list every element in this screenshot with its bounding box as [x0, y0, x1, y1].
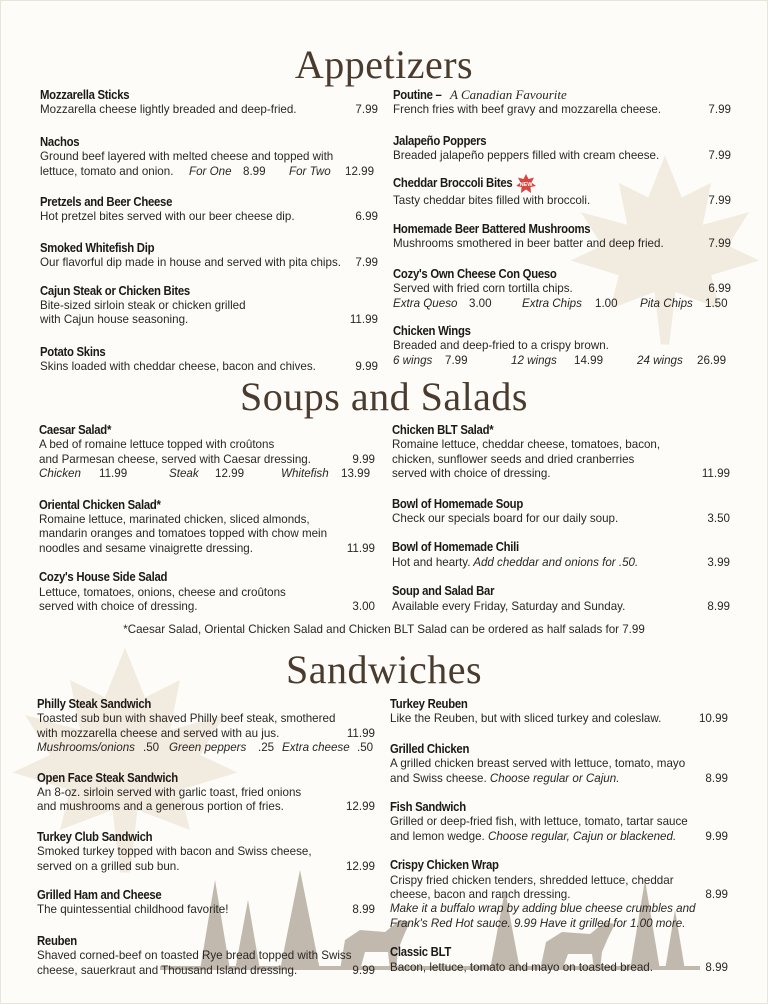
menu-item-name: Potato Skins	[40, 344, 106, 359]
description-text: Tasty cheddar bites filled with broccoli.	[393, 193, 591, 207]
menu-item-description	[39, 586, 375, 600]
option-price: 7.99	[445, 353, 468, 367]
menu-item-description	[40, 103, 378, 117]
menu-item-price: 7.99	[355, 256, 378, 270]
menu-item-name: Homemade Beer Battered Mushrooms	[393, 222, 591, 237]
menu-item-description	[39, 542, 375, 556]
menu-item-price: 8.99	[705, 771, 728, 785]
menu-item	[40, 241, 378, 271]
menu-item-description	[393, 339, 731, 353]
option-price: 13.99	[341, 467, 371, 481]
menu-item-price: 8.99	[707, 599, 730, 613]
menu-item-name: Cozy's Own Cheese Con Queso	[393, 266, 557, 281]
option-price: 11.99	[99, 467, 128, 481]
menu-item-header	[39, 570, 375, 585]
menu-item-description	[393, 149, 731, 163]
menu-item	[393, 222, 731, 252]
description-text: Like the Reuben, but with sliced turkey and coleslaw.	[390, 712, 662, 726]
menu-item-description	[37, 903, 375, 917]
menu-item	[39, 498, 375, 557]
description-text: Shaved corned-beef on toasted Rye bread topped with Swiss	[37, 949, 352, 963]
menu-item-header	[393, 134, 731, 149]
description-text: A grilled chicken breast served with lettuce, tomato, mayo	[390, 757, 686, 771]
menu-item-name: Turkey Reuben	[390, 697, 468, 711]
menu-item-header	[40, 284, 378, 299]
description-text: Mozzarella cheese lightly breaded and deep-fried.	[40, 103, 297, 117]
menu-item-description	[393, 237, 731, 251]
menu-item	[390, 858, 728, 931]
description-text: chicken, sunflower seeds and dried cranberries	[392, 452, 635, 466]
menu-item-price: 6.99	[708, 282, 731, 296]
menu-item-name: Pretzels and Beer Cheese	[40, 195, 173, 210]
menu-item-name: Fish Sandwich	[390, 800, 466, 815]
menu-item-description	[37, 845, 375, 859]
description-text: Grilled or deep-fried fish, with lettuce, tomato, tartar sauce	[390, 815, 688, 829]
menu-item	[393, 267, 731, 311]
menu-item-description	[390, 772, 728, 786]
appetizers-left-column	[40, 88, 378, 384]
option-price: .50	[357, 741, 374, 755]
menu-item-header	[390, 800, 728, 815]
description-text: Served with fried corn tortilla chips.	[393, 282, 573, 296]
menu-item-name: Bowl of Homemade Soup	[392, 496, 523, 511]
menu-item	[393, 88, 731, 118]
menu-item-name: Philly Steak Sandwich	[37, 697, 152, 711]
option-price: 14.99	[574, 353, 604, 367]
menu-item-header	[40, 88, 378, 103]
menu-item-price: 11.99	[349, 313, 378, 327]
menu-item-price: 6.99	[355, 210, 378, 224]
menu-item-name: Grilled Ham and Cheese	[37, 888, 162, 903]
appetizers-right-column	[393, 88, 731, 377]
menu-item-description	[390, 757, 728, 771]
option-price: lettuce, tomato and onion.	[40, 164, 174, 178]
section-title-soups-salads: Soups and Salads	[240, 374, 528, 419]
menu-item-header	[390, 742, 728, 757]
menu-item-name: Grilled Chicken	[390, 741, 470, 756]
menu-item-name: Crispy Chicken Wrap	[390, 858, 499, 873]
menu-item-price: 11.99	[701, 467, 730, 481]
description-text: Crispy fried chicken tenders, shredded lettuce, cheddar	[390, 873, 674, 887]
menu-item-price: 7.99	[355, 103, 378, 117]
section-title-appetizers: Appetizers	[294, 42, 474, 87]
menu-item-description	[390, 830, 728, 844]
menu-item-description	[39, 438, 375, 452]
menu-item-description	[40, 313, 378, 327]
option-price: 8.99	[243, 164, 266, 178]
option-label: 24 wings	[637, 353, 683, 367]
menu-item	[392, 497, 730, 527]
menu-item-name: Jalapeño Poppers	[393, 133, 487, 148]
menu-item	[39, 423, 375, 482]
menu-item	[393, 174, 731, 208]
menu-item	[37, 934, 375, 978]
menu-item-price: 7.99	[708, 103, 731, 117]
menu-item-description	[392, 467, 730, 481]
menu-item-description	[390, 712, 728, 726]
menu-item-price: 9.99	[355, 360, 378, 374]
description-text: Breaded and deep-fried to a crispy brown.	[393, 339, 609, 353]
menu-item-options	[393, 297, 731, 311]
menu-item-header	[393, 222, 731, 237]
menu-item-description	[39, 453, 375, 467]
menu-item-description	[392, 600, 730, 614]
description-text: Mushrooms smothered in beer batter and deep fried.	[393, 237, 664, 251]
menu-item	[40, 135, 378, 179]
option-label: Extra Queso	[393, 296, 458, 310]
description-text: mandarin oranges and tomatoes topped with chow mein	[39, 527, 328, 541]
menu-item-header	[390, 945, 728, 960]
menu-item-description	[37, 800, 375, 814]
menu-item-description	[39, 527, 375, 541]
menu-item	[392, 540, 730, 570]
menu-item-price: 9.99	[705, 829, 728, 843]
menu-item-description	[390, 815, 728, 829]
menu-item	[40, 88, 378, 118]
menu-item-name: Cheddar Broccoli Bites	[393, 175, 513, 190]
description-text: Breaded jalapeño peppers filled with cream cheese.	[393, 149, 660, 163]
description-text: A bed of romaine lettuce topped with croûtons	[39, 438, 275, 452]
description-text: Skins loaded with cheddar cheese, bacon and chives.	[40, 360, 316, 374]
option-label: 12 wings	[511, 353, 557, 367]
menu-item-description	[390, 888, 728, 902]
menu-item-price: 7.99	[708, 237, 731, 251]
menu-item	[390, 800, 728, 844]
menu-item-options	[39, 467, 375, 481]
menu-item-header	[37, 934, 375, 949]
menu-item-header	[390, 697, 728, 712]
description-text: cheese, sauerkraut and Thousand Island dressing.	[37, 963, 298, 977]
menu-item-price: 7.99	[708, 149, 731, 163]
menu-item-price: 8.99	[705, 888, 728, 902]
option-price: 26.99	[697, 353, 727, 367]
menu-item-header	[393, 174, 731, 194]
menu-item-description	[392, 512, 730, 526]
menu-item	[37, 697, 375, 756]
description-text: An 8-oz. sirloin served with garlic toast, fried onions	[37, 786, 302, 800]
menu-item	[37, 888, 375, 918]
menu-item-header	[39, 423, 375, 438]
menu-item-price: 8.99	[352, 903, 375, 917]
menu-item-description	[40, 299, 378, 313]
option-label: Chicken	[39, 467, 81, 481]
menu-item	[392, 584, 730, 614]
description-text: French fries with beef gravy and mozzarella cheese.	[393, 103, 662, 117]
menu-item-price: 11.99	[346, 726, 375, 740]
menu-item-name: Turkey Club Sandwich	[37, 829, 153, 844]
menu-item-options	[393, 354, 731, 368]
menu-item-description	[390, 874, 728, 888]
menu-item	[39, 570, 375, 614]
menu-item-name: Chicken Wings	[393, 324, 471, 339]
new-badge-label: NEW	[519, 181, 533, 188]
option-price: 1.50	[705, 296, 728, 310]
description-text: Check our specials board for our daily soup.	[392, 512, 619, 526]
menu-item-header	[37, 888, 375, 903]
description-italic: Choose regular or Cajun.	[486, 771, 620, 785]
option-label: Mushrooms/onions	[37, 741, 135, 755]
option-price: 12.99	[345, 164, 375, 178]
description-text: Romaine lettuce, marinated chicken, sliced almonds,	[39, 513, 310, 527]
menu-item-price: 9.99	[352, 452, 375, 466]
description-text: Hot and hearty.	[392, 555, 471, 569]
description-text: and Parmesan cheese, served with Caesar dressing.	[39, 452, 311, 466]
menu-item	[392, 423, 730, 482]
menu-item-description	[393, 194, 731, 208]
description-text: Our flavorful dip made in house and served with pita chips.	[40, 256, 341, 270]
menu-item	[40, 284, 378, 328]
description-text: Hot pretzel bites served with our beer cheese dip.	[40, 210, 295, 224]
menu-item-description	[37, 949, 375, 963]
menu-item-description	[37, 712, 375, 726]
menu-item-price: 8.99	[705, 960, 728, 974]
description-text: and mushrooms and a generous portion of fries.	[37, 800, 284, 814]
menu-item-description	[37, 964, 375, 978]
menu-item-name: Caesar Salad*	[39, 423, 112, 437]
menu-item-description	[390, 961, 728, 975]
description-text: Available every Friday, Saturday and Sunday.	[392, 599, 626, 613]
menu-item-header	[392, 423, 730, 438]
menu-item-description	[392, 556, 730, 570]
description-italic: Add cheddar and onions for .50.	[470, 555, 639, 569]
description-italic: Choose regular, Cajun or blackened.	[484, 829, 677, 843]
description-text: Ground beef layered with melted cheese and topped with	[40, 150, 334, 164]
option-price: 1.00	[595, 296, 618, 310]
half-salad-note: *Caesar Salad, Oriental Chicken Salad and Chicken BLT Salad can be ordered as half salads for 7.99	[123, 623, 645, 636]
menu-item-name: Chicken BLT Salad*	[392, 423, 494, 437]
menu-item-price: 3.50	[707, 512, 730, 526]
description-text: noodles and sesame vinaigrette dressing.	[39, 541, 253, 555]
menu-item	[40, 345, 378, 375]
option-price: 3.00	[469, 296, 492, 310]
menu-item	[393, 134, 731, 164]
menu-item-header	[40, 135, 378, 150]
description-text: with mozzarella cheese and served with au jus.	[37, 726, 280, 740]
description-text: The quintessential childhood favorite!	[37, 903, 229, 917]
menu-item-options	[37, 741, 375, 755]
menu-item-name: Mozzarella Sticks	[40, 88, 130, 102]
menu-item-price: 7.99	[708, 193, 731, 207]
menu-item-price: 12.99	[345, 859, 375, 873]
menu-item-header	[40, 241, 378, 256]
sandwiches-left-column	[37, 697, 375, 987]
menu-item-name: Oriental Chicken Salad*	[39, 497, 161, 512]
option-price: 12.99	[215, 467, 245, 481]
menu-item	[37, 771, 375, 815]
menu-item	[390, 945, 728, 975]
description-text: served on a grilled sub bun.	[37, 859, 180, 873]
menu-item-header	[40, 345, 378, 360]
option-label: Extra Chips	[522, 296, 582, 310]
menu-item-name: Soup and Salad Bar	[392, 584, 495, 599]
sandwiches-right-column	[390, 697, 728, 984]
description-text: with Cajun house seasoning.	[40, 313, 189, 327]
menu-item-description	[37, 727, 375, 741]
option-label: Steak	[169, 467, 199, 481]
option-price: .50	[143, 741, 160, 755]
menu-item-price: 11.99	[346, 541, 375, 555]
description-text: and Swiss cheese.	[390, 771, 487, 785]
menu-item-header	[393, 88, 731, 103]
menu-item-name: Smoked Whitefish Dip	[40, 240, 155, 255]
menu-item-description	[390, 917, 728, 931]
menu-item-name: Bowl of Homemade Chili	[392, 540, 519, 555]
description-italic: Frank's Red Hot sauce. 9.99 Have it grilled for 1.00 more.	[390, 916, 686, 930]
menu-item-description	[40, 210, 378, 224]
menu-item	[390, 697, 728, 727]
menu-item-header	[392, 497, 730, 512]
menu-item-description	[37, 860, 375, 874]
option-label: For Two	[289, 164, 331, 178]
description-text: served with choice of dressing.	[392, 467, 551, 481]
menu-item-name: Poutine –	[393, 88, 442, 102]
menu-item-header	[392, 584, 730, 599]
menu-item-header	[390, 858, 728, 873]
menu-item-description	[39, 600, 375, 614]
option-label: Pita Chips	[640, 296, 693, 310]
new-badge-icon	[516, 174, 536, 194]
menu-item-header	[40, 195, 378, 210]
menu-item-header	[37, 697, 375, 712]
description-text: Smoked turkey topped with bacon and Swiss cheese,	[37, 845, 312, 859]
menu-item-subtitle: A Canadian Favourite	[446, 87, 567, 102]
menu-item-description	[393, 103, 731, 117]
menu-item-description	[40, 256, 378, 270]
menu-item-name: Nachos	[40, 134, 80, 149]
menu-item-name: Cajun Steak or Chicken Bites	[40, 283, 190, 298]
menu-item-price: 12.99	[345, 800, 375, 814]
description-text: cheese, bacon and ranch dressing.	[390, 888, 571, 902]
menu-item-price: 3.00	[352, 600, 375, 614]
menu-item-header	[39, 498, 375, 513]
description-text: Bacon, lettuce, tomato and mayo on toasted bread.	[390, 960, 653, 974]
menu-item-header	[37, 771, 375, 786]
menu-item-price: 3.99	[707, 555, 730, 569]
soups-left-column	[39, 423, 375, 623]
menu-item-description	[392, 453, 730, 467]
description-text: Bite-sized sirloin steak or chicken grilled	[40, 299, 246, 313]
menu-item-name: Cozy's House Side Salad	[39, 570, 168, 585]
description-text: served with choice of dressing.	[39, 600, 198, 614]
option-label: Green peppers	[169, 741, 247, 755]
menu-item-header	[392, 540, 730, 555]
menu-item-description	[39, 513, 375, 527]
option-label: Whitefish	[281, 467, 329, 481]
menu-item-header	[393, 324, 731, 339]
menu-item	[393, 324, 731, 368]
menu-item-name: Classic BLT	[390, 945, 452, 960]
description-text: Lettuce, tomatoes, onions, cheese and croûtons	[39, 585, 286, 599]
menu-item-price: 10.99	[698, 712, 728, 726]
description-text: Toasted sub bun with shaved Philly beef steak, smothered	[37, 712, 336, 726]
menu-item-header	[37, 830, 375, 845]
description-text: and lemon wedge.	[390, 829, 485, 843]
description-text: Romaine lettuce, cheddar cheese, tomatoes, bacon,	[392, 438, 661, 452]
menu-item-description	[392, 438, 730, 452]
menu-item-header	[393, 267, 731, 282]
menu-item-description	[40, 150, 378, 164]
menu-item-description	[393, 282, 731, 296]
menu-item-description	[40, 360, 378, 374]
soups-right-column	[392, 423, 730, 623]
menu-item-name: Open Face Steak Sandwich	[37, 770, 178, 785]
option-label: Extra cheese	[282, 741, 350, 755]
menu-item	[390, 742, 728, 786]
section-title-sandwiches: Sandwiches	[285, 647, 483, 692]
menu-item	[40, 195, 378, 225]
menu-item	[37, 830, 375, 874]
option-label: 6 wings	[393, 353, 433, 367]
description-italic: Make it a buffalo wrap by adding blue cheese crumbles and	[390, 902, 696, 916]
option-label: For One	[189, 164, 232, 178]
menu-item-price: 9.99	[352, 963, 375, 977]
menu-item-description	[390, 902, 728, 916]
option-price: .25	[258, 741, 275, 755]
menu-item-options	[40, 165, 378, 179]
menu-item-name: Reuben	[37, 933, 77, 948]
menu-item-description	[37, 786, 375, 800]
